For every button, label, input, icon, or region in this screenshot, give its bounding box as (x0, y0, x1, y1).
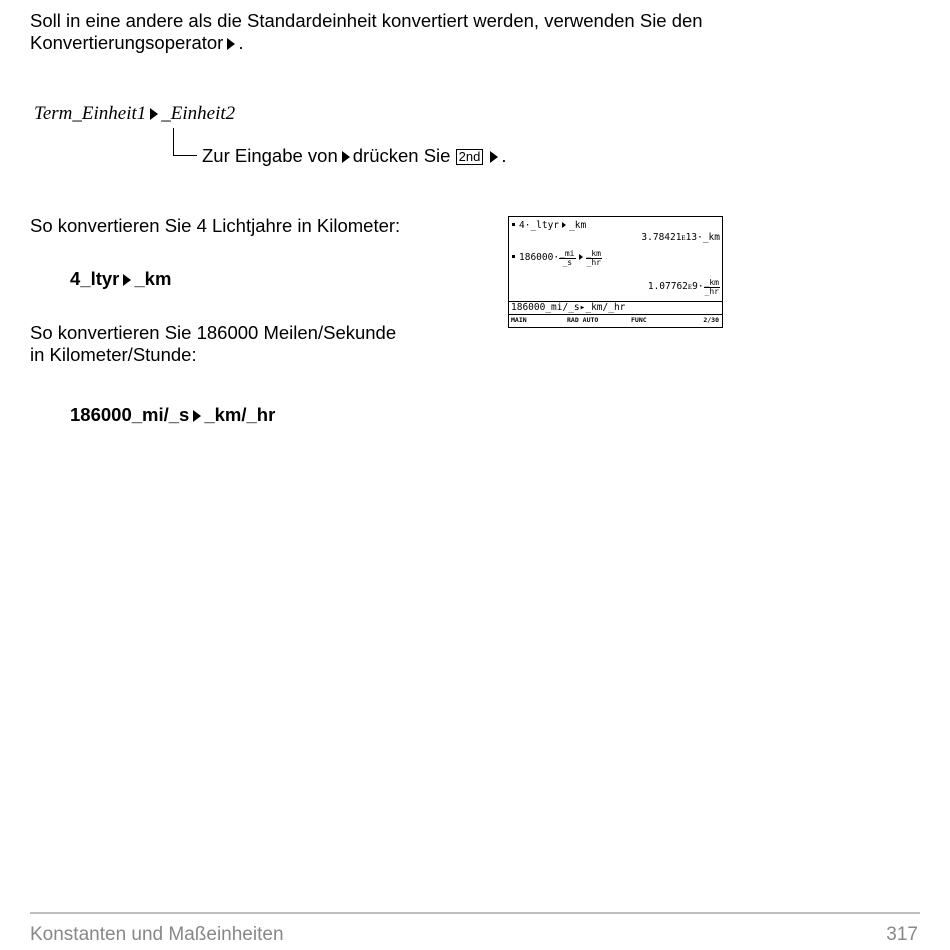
calc-frac3-num: _km (704, 278, 719, 287)
calc-convert-icon (562, 222, 566, 228)
calc-status-bar (509, 314, 722, 324)
syntax-note-prefix: Zur Eingabe von (202, 145, 338, 166)
calc-frac2-num: _km (586, 249, 601, 258)
syntax-note-middle: drücken Sie (352, 145, 451, 166)
example2-line-1: So konvertieren Sie 186000 Meilen/Sekunde (30, 322, 397, 343)
example2-input (70, 404, 275, 426)
convert-operator-icon (342, 151, 350, 163)
calc-entry-line: 186000_mi/_s▸_km/_hr (509, 301, 722, 314)
calc-result-2 (648, 279, 720, 296)
example2-text (30, 322, 396, 366)
calc-result2-prefix: 1.07762ᴇ9· (647, 281, 704, 292)
calc-fraction-3 (704, 279, 720, 296)
note-connector-horizontal (173, 155, 197, 156)
footer-title: Konstanten und Maßeinheiten (30, 924, 284, 945)
syntax-left: Term_Einheit1 (34, 103, 147, 124)
example2-input-right: _km/_hr (204, 404, 276, 425)
calc-line1-right: _km (569, 220, 587, 231)
calculator-screen (508, 216, 723, 328)
intro-line-1: Soll in eine andere als die Standardeinheit konvertiert werden, verwenden Sie den (30, 10, 703, 31)
calc-status-func: FUNC (631, 316, 647, 324)
calc-frac1-den: _s (562, 258, 573, 267)
example1-input-left: 4_ltyr (70, 268, 120, 289)
convert-operator-icon (227, 38, 235, 50)
intro-paragraph (30, 10, 703, 54)
calc-history-line-2 (512, 250, 602, 267)
intro-line-2-text: Konvertierungsoperator (30, 32, 224, 53)
convert-operator-icon (150, 108, 158, 120)
key-2nd: 2nd (456, 149, 484, 165)
convert-operator-icon (490, 151, 498, 163)
calc-frac3-den: _hr (704, 287, 719, 296)
convert-operator-icon (193, 410, 201, 422)
syntax-note-end: . (501, 145, 507, 166)
calc-status-main: MAIN (511, 316, 527, 324)
calc-line1-left: 4·_ltyr (519, 220, 560, 231)
syntax-line (34, 103, 235, 125)
calc-history-line-1 (512, 220, 586, 231)
calc-result-1: 3.78421ᴇ13·_km (641, 232, 720, 243)
syntax-right: _Einheit2 (161, 103, 236, 124)
example1-input (70, 268, 171, 290)
calc-status-count: 2/30 (703, 316, 719, 324)
history-bullet-icon (512, 223, 515, 226)
calc-fraction-2 (586, 250, 602, 267)
syntax-note (202, 145, 506, 167)
history-bullet-icon (512, 255, 515, 258)
intro-line-2 (30, 32, 703, 54)
example2-line-2: in Kilometer/Stunde: (30, 344, 197, 365)
calc-status-mode: RAD AUTO (567, 316, 599, 324)
calc-fraction-1 (559, 250, 575, 267)
calc-frac1-num: _mi (560, 249, 575, 258)
convert-operator-icon (123, 274, 131, 286)
note-connector-vertical (173, 128, 174, 155)
page-number: 317 (886, 924, 918, 945)
example1-input-right: _km (134, 268, 172, 289)
footer-divider (30, 912, 920, 914)
calc-convert-icon (579, 254, 583, 260)
example2-input-left: 186000_mi/_s (70, 404, 190, 425)
intro-line-2-end: . (238, 32, 244, 53)
example1-text: So konvertieren Sie 4 Lichtjahre in Kilometer: (30, 215, 401, 236)
calc-frac2-den: _hr (586, 258, 601, 267)
calc-line2-prefix: 186000· (519, 252, 560, 263)
